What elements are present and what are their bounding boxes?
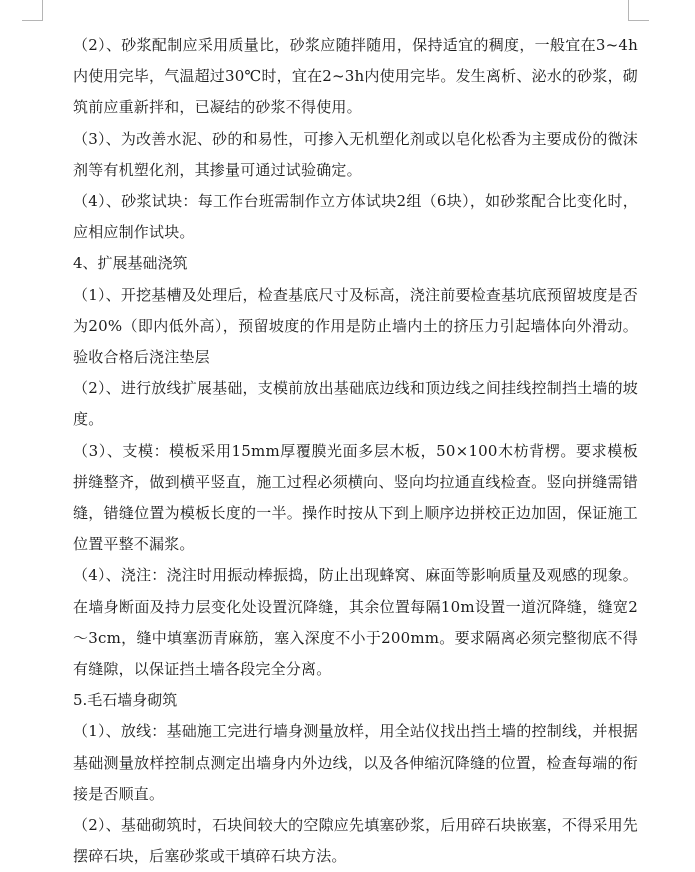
paragraph-mortar-mix: （2）、砂浆配制应采用质量比，砂浆应随拌随用，保持适宜的稠度，一般宜在3~4h内使用完毕，气温超过30℃时，宜在2~3h内使用完毕。发生离析、泌水的砂浆，砌筑前应重新拌和，已凝结的砂浆不得使用。 — [73, 36, 638, 117]
paragraph-masonry: （2）、基础砌筑时，石块间较大的空隙应先填塞砂浆，后用碎石块嵌塞，不得采用先摆碎石块，后塞砂浆或干填碎石块方法。 — [73, 816, 638, 866]
paragraph-formwork: （3）、支模：模板采用15mm厚覆膜光面多层木板，50×100木枋背楞。要求模板拼缝整齐，做到横平竖直，施工过程必须横向、竖向均拉通直线检查。竖向拼缝需错缝，错缝位置为模板长度的一半。操作时按从下到上顺序边拼校正边加固，保证施工位置平整不漏浆。 — [73, 441, 638, 554]
paragraph-setting-out: （2）、进行放线扩展基础，支模前放出基础底边线和顶边线之间挂线控制挡土墙的坡度。 — [73, 379, 638, 429]
section-heading-foundation-pouring: 4、扩展基础浇筑 — [73, 254, 188, 273]
crop-mark-top-left — [22, 0, 43, 21]
crop-mark-top-right — [628, 0, 649, 21]
paragraph-excavation: （1）、开挖基槽及处理后，检查基底尺寸及标高，浇注前要检查基坑底预留坡度是否为20%（即内低外高），预留坡度的作用是防止墙内土的挤压力引起墙体向外滑动。验收合格后浇注垫层 — [73, 285, 638, 367]
paragraph-plasticizer: （3）、为改善水泥、砂的和易性，可掺入无机塑化剂或以皂化松香为主要成份的微沫剂等有机塑化剂，其掺量可通过试验确定。 — [73, 129, 638, 179]
paragraph-pouring: （4）、浇注：浇注时用振动棒振捣，防止出现蜂窝、麻面等影响质量及观感的现象。在墙身断面及持力层变化处设置沉降缝，其余位置每隔10m设置一道沉降缝，缝宽2～3cm，缝中填塞沥青麻筋，塞入深度不小于200mm。要求隔离必须完整彻底不得有缝隙，以保证挡土墙各段完全分离。 — [73, 566, 638, 679]
paragraph-mortar-test-block: （4）、砂浆试块：每工作台班需制作立方体试块2组（6块），如砂浆配合比变化时，应相应制作试块。 — [73, 192, 638, 242]
paragraph-wall-setting-out: （1）、放线：基础施工完进行墙身测量放样，用全站仪找出挡土墙的控制线，并根据基础测量放样控制点测定出墙身内外边线，以及各伸缩沉降缝的位置，检查每端的衔接是否顺直。 — [73, 722, 638, 803]
document-body — [73, 30, 638, 872]
section-heading-rubble-wall: 5.毛石墙身砌筑 — [73, 691, 178, 710]
